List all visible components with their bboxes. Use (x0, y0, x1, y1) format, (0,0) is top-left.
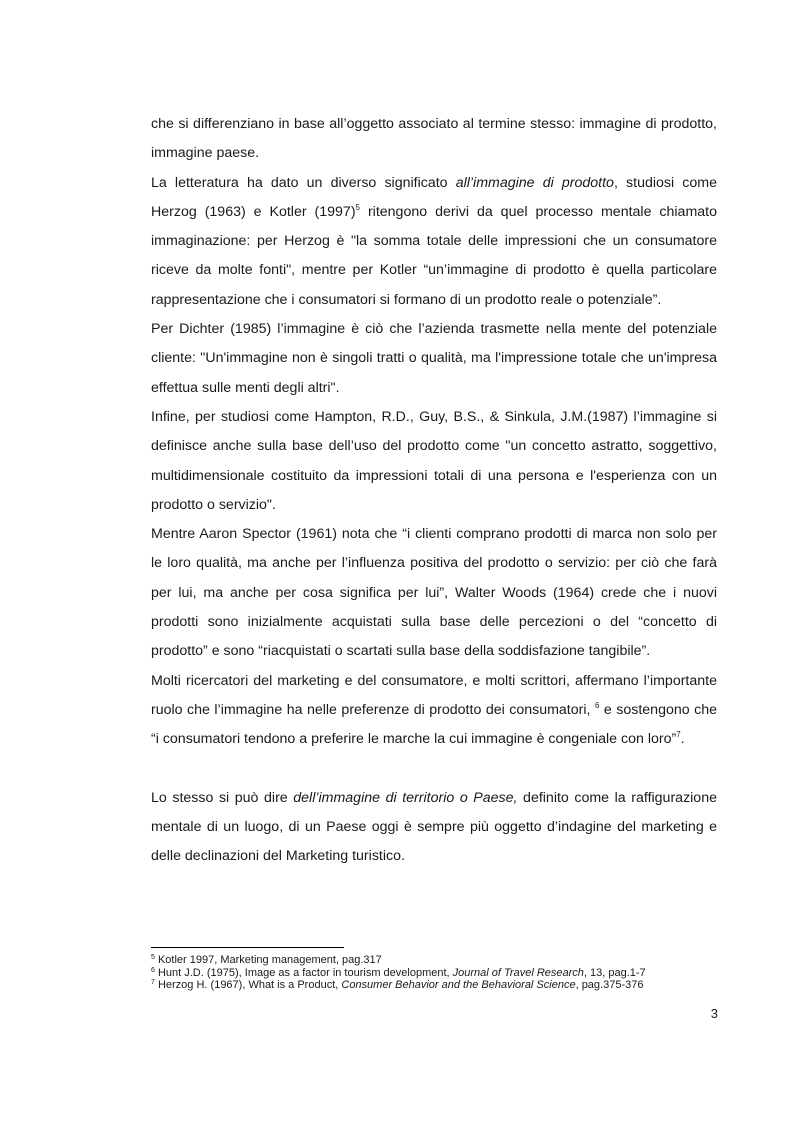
paragraph-6-text-c: . (680, 731, 685, 748)
footnotes-section (151, 954, 717, 992)
paragraph-5-text: Mentre Aaron Spector (1961) nota che “i clienti comprano prodotti di marca non solo per le loro qualità, ma anche per l’influenza positiva del prodotto o servizio: per ciò che farà per lui, ma anche per cosa significa per lui”, Walter Woods (1964) crede che i nuovi prodotti sono inizialmente acquistati sulla base delle percezioni o del “concetto di prodotto” e sono “riacquistati o scartati sulla base della soddisfazione tangibile”. (151, 526, 717, 660)
footnote-6-journal: Journal of Travel Research (452, 966, 584, 979)
paragraph-4-text: Infine, per studiosi come Hampton, R.D., Guy, B.S., & Sinkula, J.M.(1987) l’immagine si definisce anche sulla base dell’uso del prodotto come "un concetto astratto, soggettivo, multidimensionale costituito da impressioni totali di una persona e l'esperienza con un prodotto o servizio". (151, 408, 717, 513)
paragraph-6-text-b: e sostengono che “i consumatori tendono a preferire le marche la cui immagine è congeniale con loro” (151, 701, 717, 748)
footnote-5-text: Kotler 1997, Marketing management, pag.317 (154, 954, 382, 966)
footnote-5 (151, 954, 717, 967)
paragraph-5 (151, 520, 717, 666)
footnote-6-text-a: Hunt J.D. (1975), Image as a factor in tourism development, (154, 966, 453, 979)
footnote-ref-6[interactable]: 6 (594, 700, 600, 710)
footnote-7-journal: Consumer Behavior and the Behavioral Science (341, 979, 576, 992)
paragraph-7 (151, 784, 717, 872)
paragraph-2-text-b: , studiosi come Herzog (1963) e Kotler (1997) (151, 174, 717, 220)
footnote-7-text-a: Herzog H. (1967), What is a Product, (154, 979, 342, 992)
paragraph-1-text: che si differenziano in base all’oggetto associato al termine stesso: immagine di prodotto, immagine paese. (151, 116, 717, 162)
footnote-separator (151, 947, 344, 948)
page-number: 3 (710, 1006, 718, 1021)
paragraph-3 (151, 315, 717, 403)
paragraph-1 (151, 110, 717, 169)
footnote-number-5: 5 (151, 954, 155, 961)
paragraph-6 (151, 667, 717, 755)
footnote-number-6: 6 (151, 966, 155, 974)
footnote-6-text-b: , 13, pag.1-7 (583, 966, 646, 979)
paragraph-7-text-a: Lo stesso si può dire (151, 789, 294, 806)
paragraph-2-text-c: ritengono derivi da quel processo mentale chiamato immaginazione: per Herzog è "la somma totale delle impressioni che un consumatore riceve da molte fonti", mentre per Kotler “un’immagine di prodotto è quella particolare rappresentazione che i consumatori si formano di un prodotto reale o potenziale”. (151, 203, 717, 308)
paragraph-2-text-a: La letteratura ha dato un diverso significato (151, 174, 456, 191)
footnote-ref-7[interactable]: 7 (676, 730, 681, 740)
footnote-7-text-b: , pag.375-376 (575, 979, 644, 992)
paragraph-7-text-b: definito come la raffigurazione mentale di un luogo, di un Paese oggi è sempre più oggetto d’indagine del marketing e delle declinazioni del Marketing turistico. (151, 789, 717, 865)
paragraph-2-emphasis: all’immagine di prodotto (455, 174, 614, 191)
paragraph-2 (151, 169, 717, 315)
paragraph-7-emphasis: dell’immagine di territorio o Paese, (293, 789, 518, 806)
footnote-number-7: 7 (151, 979, 155, 987)
document-body (151, 110, 717, 872)
paragraph-6-text-a: Molti ricercatori del marketing e del consumatore, e molti scrittori, affermano l’importante ruolo che l’immagine ha nelle preferenze di prodotto dei consumatori, (151, 672, 717, 718)
paragraph-3-text: Per Dichter (1985) l’immagine è ciò che l’azienda trasmette nella mente del potenziale cliente: "Un'immagine non è singoli tratti o qualità, ma l'impressione totale che un'impresa effettua sulle menti degli altri". (151, 321, 717, 396)
footnote-ref-5[interactable]: 5 (355, 202, 360, 212)
paragraph-4 (151, 403, 717, 520)
footnote-6 (151, 967, 717, 980)
footnote-7 (151, 979, 717, 992)
